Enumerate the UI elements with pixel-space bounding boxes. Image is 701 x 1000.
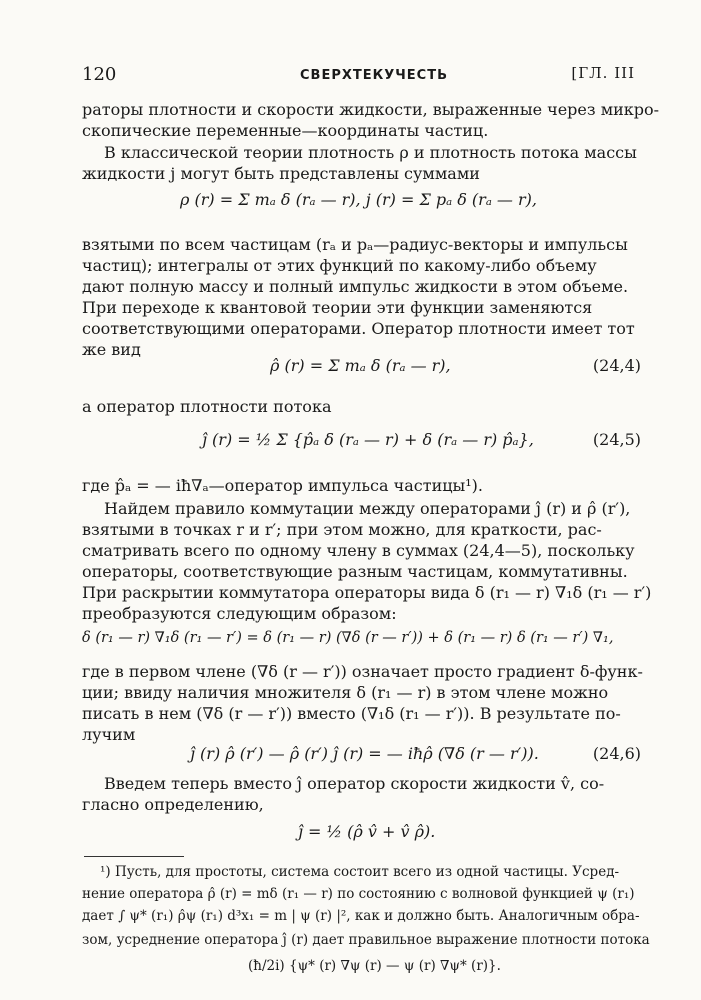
page-number: 120: [82, 64, 117, 85]
text-line: сматривать всего по одному члену в суммах (24,4—5), поскольку: [82, 541, 635, 560]
text-line: операторы, соответствующие разным частицам, коммутативны.: [82, 562, 628, 581]
footnote-line: нение оператора ρ̂ (r) = mδ (r₁ — r) по состоянию с волновой функцией ψ (r₁): [82, 886, 635, 902]
text-line: гласно определению,: [82, 795, 264, 814]
text-line: преобразуются следующим образом:: [82, 604, 397, 623]
text-line: При раскрытии коммутатора операторы вида δ (r₁ — r) ∇₁δ (r₁ — r′): [82, 583, 652, 602]
equation: ĵ (r) ρ̂ (r′) — ρ̂ (r′) ĵ (r) = — iħρ̂ (∇δ (r — r′)).: [190, 744, 539, 763]
equation: ĵ = ½ (ρ̂ v̂ + v̂ ρ̂).: [298, 822, 436, 841]
text-line: лучим: [82, 725, 136, 744]
text-line: При переходе к квантовой теории эти функции заменяются: [82, 298, 593, 317]
text-line: Введем теперь вместо ĵ оператор скорости жидкости v̂, со-: [104, 774, 605, 793]
equation-number: (24,5): [592, 430, 641, 449]
footnote-line: дает ∫ ψ* (r₁) ρ̂ψ (r₁) d³x₁ = m | ψ (r) |², как и должно быть. Аналогичным обра-: [82, 908, 640, 924]
footnote-line: ¹) Пусть, для простоты, система состоит всего из одной частицы. Усред-: [100, 864, 620, 880]
text-line: где в первом члене (∇δ (r — r′)) означает просто градиент δ-функ-: [82, 662, 643, 681]
footnote-line: зом, усреднение оператора ĵ (r) дает правильное выражение плотности потока: [82, 932, 650, 948]
equation-number: (24,4): [592, 356, 641, 375]
footnote-line: (ħ/2i) {ψ* (r) ∇ψ (r) — ψ (r) ∇ψ* (r)}.: [248, 958, 501, 974]
text-line: В классической теории плотность ρ и плотность потока массы: [104, 143, 637, 162]
running-title: СВЕРХТЕКУЧЕСТЬ: [300, 68, 448, 83]
text-line: а оператор плотности потока: [82, 397, 332, 416]
text-line: же вид: [82, 340, 141, 359]
equation: ĵ (r) = ½ Σ {p̂ₐ δ (rₐ — r) + δ (rₐ — r) p̂ₐ},: [202, 430, 534, 449]
footnote-divider: [84, 856, 184, 857]
text-line: раторы плотности и скорости жидкости, выраженные через микро-: [82, 100, 660, 119]
text-line: взятыми по всем частицам (rₐ и pₐ—радиус-векторы и импульсы: [82, 235, 628, 254]
chapter-label: [ГЛ. III: [571, 64, 635, 82]
text-line: где p̂ₐ = — iħ∇ₐ—оператор импульса частицы¹).: [82, 476, 483, 495]
text-line: скопические переменные—координаты частиц.: [82, 121, 489, 140]
equation: ρ (r) = Σ mₐ δ (rₐ — r), j (r) = Σ pₐ δ (rₐ — r),: [180, 190, 537, 209]
equation: δ (r₁ — r) ∇₁δ (r₁ — r′) = δ (r₁ — r) (∇δ (r — r′)) + δ (r₁ — r) δ (r₁ — r′) ∇₁,: [82, 630, 614, 646]
equation-number: (24,6): [592, 744, 641, 763]
text-line: Найдем правило коммутации между операторами ĵ (r) и ρ̂ (r′),: [104, 499, 631, 518]
text-line: взятыми в точках r и r′; при этом можно, для краткости, рас-: [82, 520, 602, 539]
text-line: дают полную массу и полный импульс жидкости в этом объеме.: [82, 277, 629, 296]
text-line: жидкости j могут быть представлены суммами: [82, 164, 480, 183]
text-line: частиц); интегралы от этих функций по какому-либо объему: [82, 256, 597, 275]
text-line: ции; ввиду наличия множителя δ (r₁ — r) в этом члене можно: [82, 683, 609, 702]
text-line: писать в нем (∇δ (r — r′)) вместо (∇₁δ (r₁ — r′)). В результате по-: [82, 704, 621, 723]
text-line: соответствующими операторами. Оператор плотности имеет тот: [82, 319, 635, 338]
equation: ρ̂ (r) = Σ mₐ δ (rₐ — r),: [270, 356, 451, 375]
